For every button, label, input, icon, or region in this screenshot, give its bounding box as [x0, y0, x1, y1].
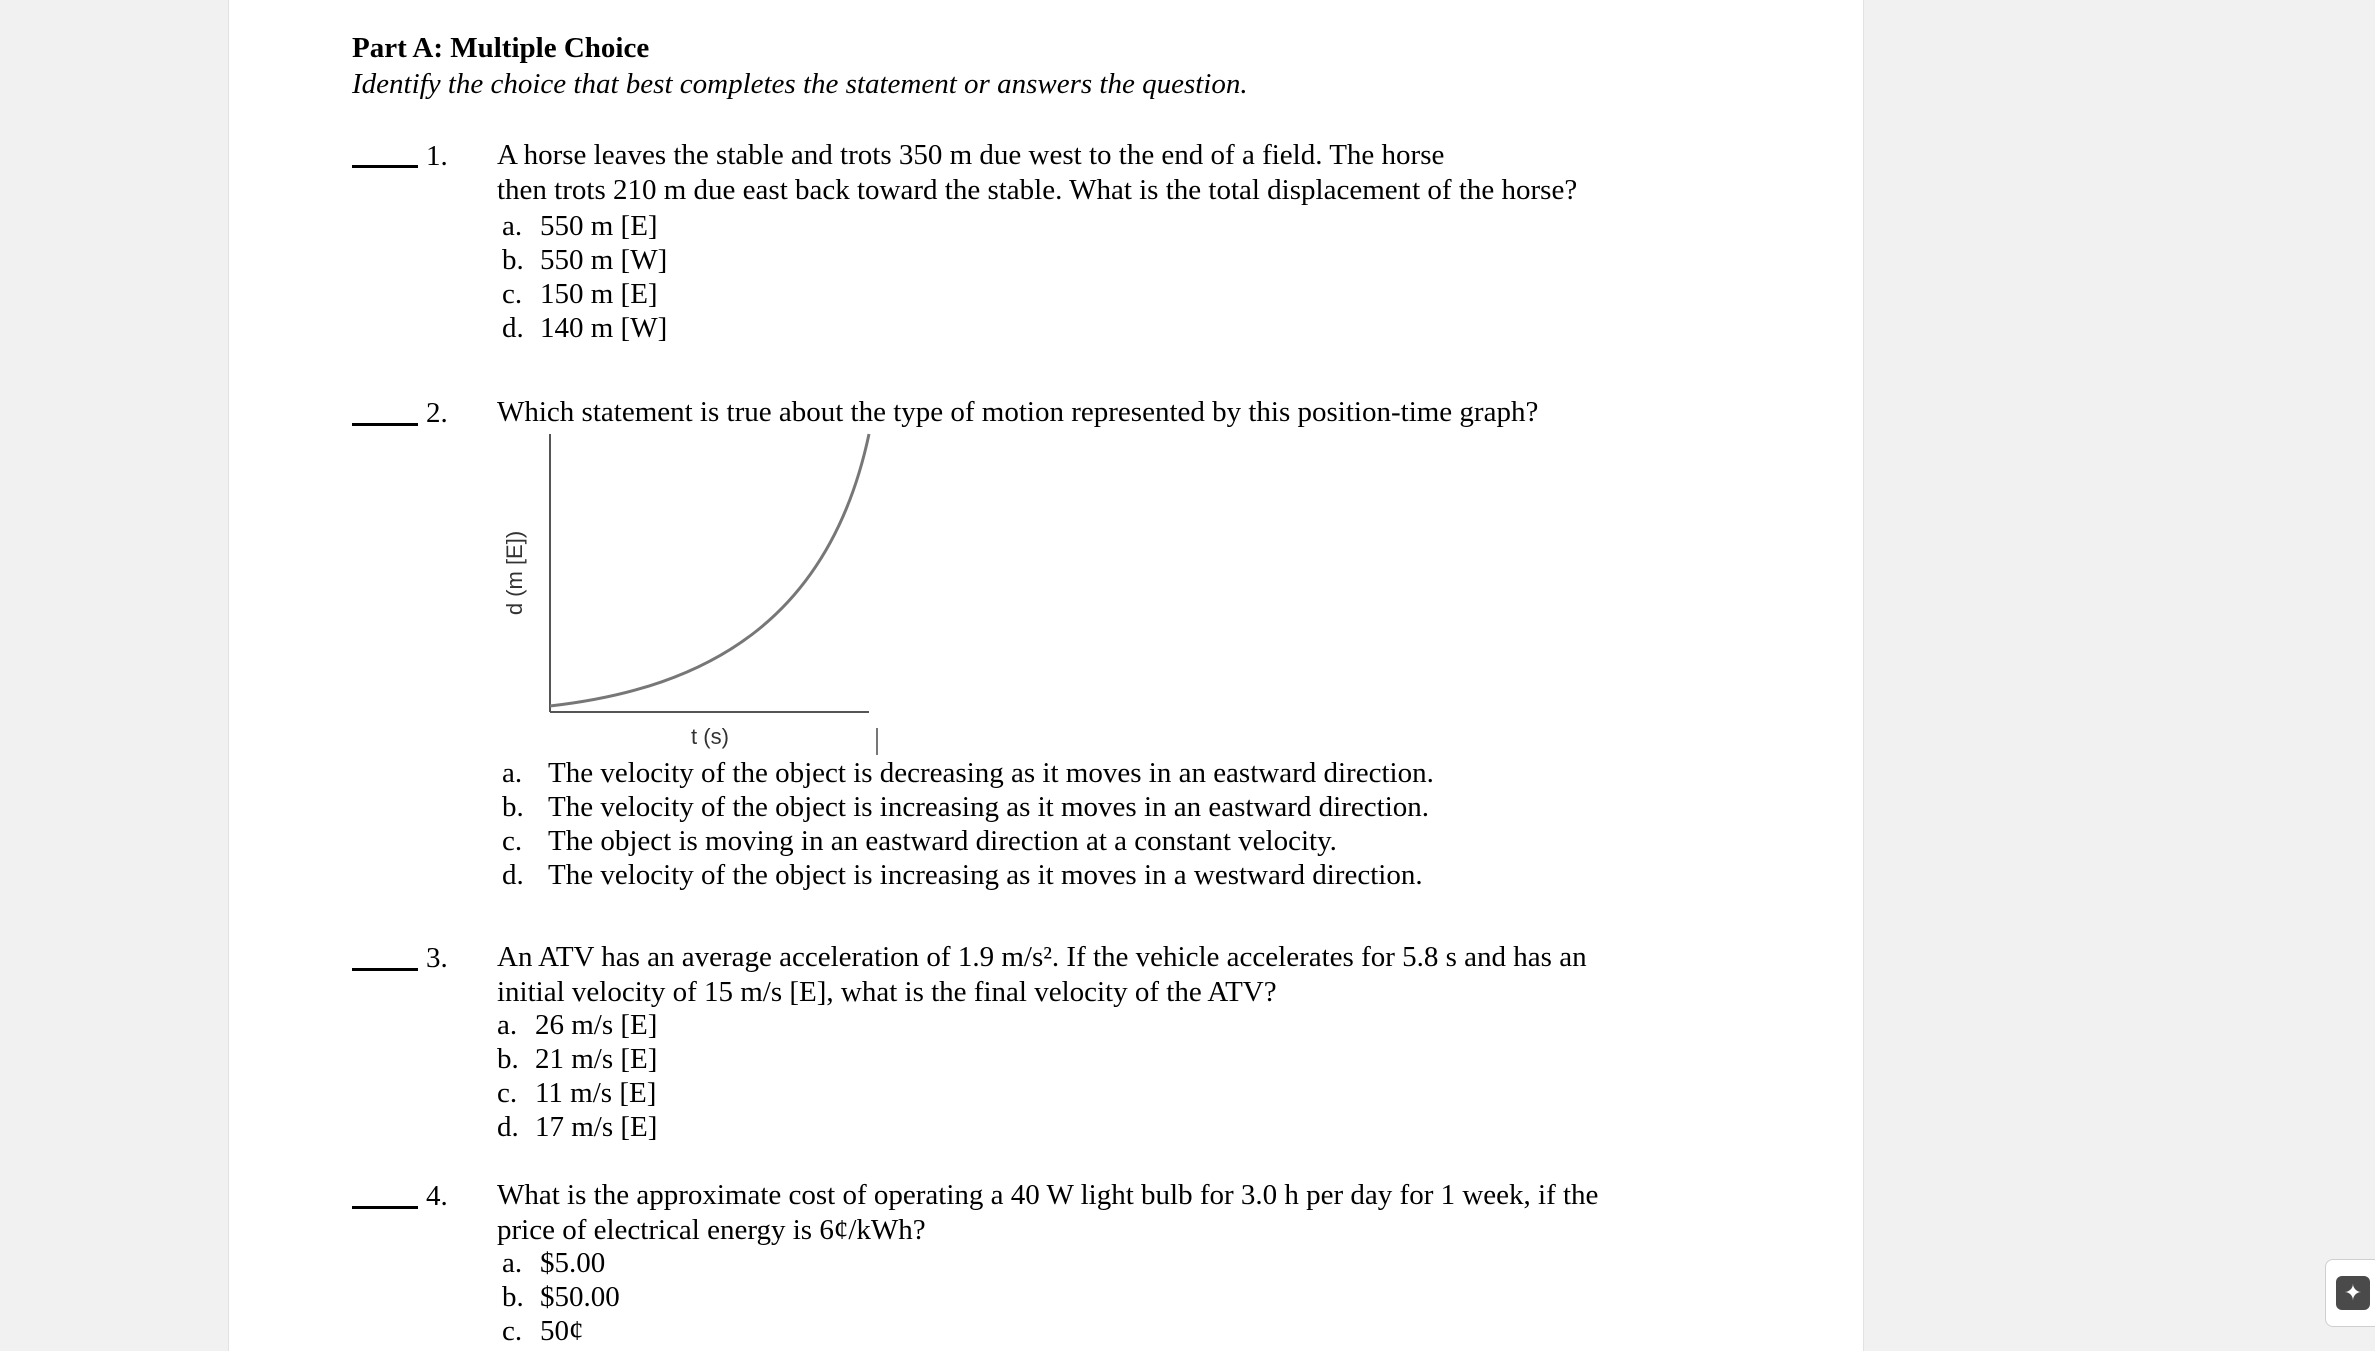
question-number-3: 3. [426, 942, 448, 974]
option-3b: b. 21 m/s [E] [497, 1043, 658, 1075]
stem-line: What is the approximate cost of operating a 40 W light bulb for 3.0 h per day for 1 week, if the [497, 1179, 1599, 1211]
answer-blank-4[interactable] [352, 1206, 418, 1209]
assistant-button[interactable] [2325, 1259, 2375, 1327]
question-number-4: 4. [426, 1180, 448, 1212]
option-1a: a. 550 m [E] [502, 210, 658, 242]
question-stem-2 [497, 395, 1538, 430]
answer-blank-2[interactable] [352, 423, 418, 426]
x-axis-label: t (s) [691, 724, 729, 749]
question-stem-1 [497, 138, 1577, 208]
stem-line: then trots 210 m due east back toward the stable. What is the total displacement of the horse? [497, 174, 1578, 206]
question-number-1: 1. [426, 140, 448, 172]
part-instructions: Identify the choice that best completes the statement or answers the question. [352, 68, 1248, 100]
stem-line: Which statement is true about the type of motion represented by this position-time graph? [497, 396, 1539, 428]
stem-line: An ATV has an average acceleration of 1.9 m/s². If the vehicle accelerates for 5.8 s and has an [497, 941, 1587, 973]
option-3c: c. 11 m/s [E] [497, 1077, 657, 1109]
stem-line: initial velocity of 15 m/s [E], what is the final velocity of the ATV? [497, 976, 1277, 1008]
answer-blank-3[interactable] [352, 968, 418, 971]
question-stem-4 [497, 1178, 1598, 1248]
answer-blank-1[interactable] [352, 165, 418, 168]
option-2b: b. The velocity of the object is increasing as it moves in an eastward direction. [502, 791, 1430, 823]
option-1d: d. 140 m [W] [502, 312, 668, 344]
sparkle-icon: ✦ [2336, 1276, 2370, 1310]
option-2c: c. The object is moving in an eastward direction at a constant velocity. [502, 825, 1337, 857]
y-axis-label: d (m [E]) [502, 530, 527, 616]
question-number-2: 2. [426, 397, 448, 429]
option-3a: a. 26 m/s [E] [497, 1009, 658, 1041]
question-stem-3 [497, 940, 1587, 1010]
stem-line: price of electrical energy is 6¢/kWh? [497, 1214, 926, 1246]
option-4c: c. 50¢ [502, 1315, 584, 1347]
option-2d: d. The velocity of the object is increasing as it moves in a westward direction. [502, 859, 1423, 891]
option-1b: b. 550 m [W] [502, 244, 668, 276]
position-curve [550, 434, 869, 706]
stem-line: A horse leaves the stable and trots 350 m due west to the end of a field. The horse [497, 139, 1445, 171]
option-4a: a. $5.00 [502, 1247, 606, 1279]
position-time-graph [490, 428, 890, 758]
option-1c: c. 150 m [E] [502, 278, 658, 310]
part-heading: Part A: Multiple Choice [352, 32, 650, 64]
option-2a: a. The velocity of the object is decreasing as it moves in an eastward direction. [502, 757, 1434, 789]
option-4b: b. $50.00 [502, 1281, 620, 1313]
option-3d: d. 17 m/s [E] [497, 1111, 658, 1143]
